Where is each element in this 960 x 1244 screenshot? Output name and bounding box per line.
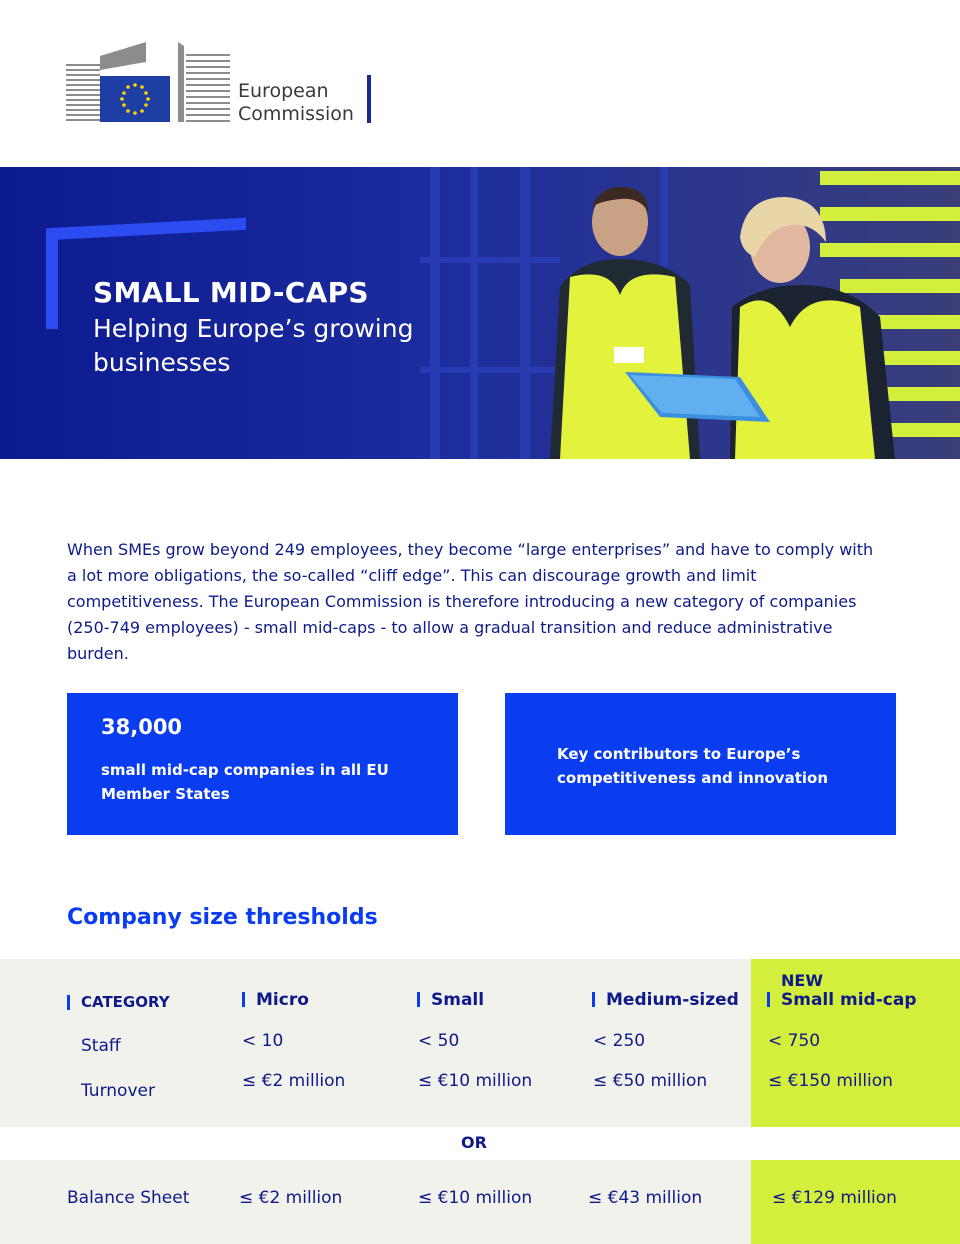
row-label-turnover: Turnover (81, 1081, 155, 1101)
hero-title: SMALL MID-CAPS (93, 276, 369, 309)
logo-line-2: Commission (238, 103, 354, 125)
table-cell: ≤ €43 million (588, 1188, 703, 1208)
section-title-thresholds: Company size thresholds (67, 905, 378, 930)
row-label-balance-sheet: Balance Sheet (67, 1188, 190, 1208)
row-label-staff: Staff (81, 1036, 121, 1056)
table-cell: ≤ €150 million (768, 1071, 893, 1091)
stat-number: 38,000 (101, 715, 183, 739)
table-cell: < 250 (593, 1031, 646, 1051)
stat-box-contributors (505, 693, 896, 835)
table-cell: < 50 (418, 1031, 460, 1051)
stat-description: small mid-cap companies in all EU Member States (101, 761, 389, 803)
table-cell: ≤ €10 million (418, 1188, 533, 1208)
intro-paragraph: When SMEs grow beyond 249 employees, they become “large enterprises” and have to comply with a lot more obligations, the so-called “cliff edge”. This can discourage growth and limit competitiveness. The European Commission is therefore introducing a new category of companies (250-749 employees) - small mid-caps - to allow a gradual transition and reduce administrative burden. (67, 540, 874, 663)
new-tag: NEW (781, 971, 823, 990)
table-cell: ≤ €50 million (593, 1071, 708, 1091)
column-header-category: CATEGORY (67, 993, 170, 1011)
column-header-small-mid-cap: Small mid-cap (767, 990, 917, 1010)
table-cell: < 10 (242, 1031, 284, 1051)
stat-description: Key contributors to Europe’s competitiveness and innovation (557, 745, 829, 787)
logo-divider (367, 75, 371, 123)
logo-line-1: European (238, 80, 329, 102)
or-separator: OR (461, 1133, 487, 1152)
table-cell: < 750 (768, 1031, 821, 1051)
hero-subtitle: Helping Europe’s growing businesses (93, 314, 414, 377)
hero-accent-vertical (46, 239, 58, 329)
table-cell: ≤ €2 million (242, 1071, 346, 1091)
logo-wordmark (238, 80, 354, 126)
column-header-small: Small (417, 990, 484, 1010)
hero-banner (0, 167, 960, 459)
table-cell: ≤ €10 million (418, 1071, 533, 1091)
column-header-micro: Micro (242, 990, 309, 1010)
table-cell: ≤ €2 million (239, 1188, 343, 1208)
table-cell: ≤ €129 million (772, 1188, 897, 1208)
stat-box-companies (67, 693, 458, 835)
column-header-medium: Medium-sized (592, 990, 739, 1010)
